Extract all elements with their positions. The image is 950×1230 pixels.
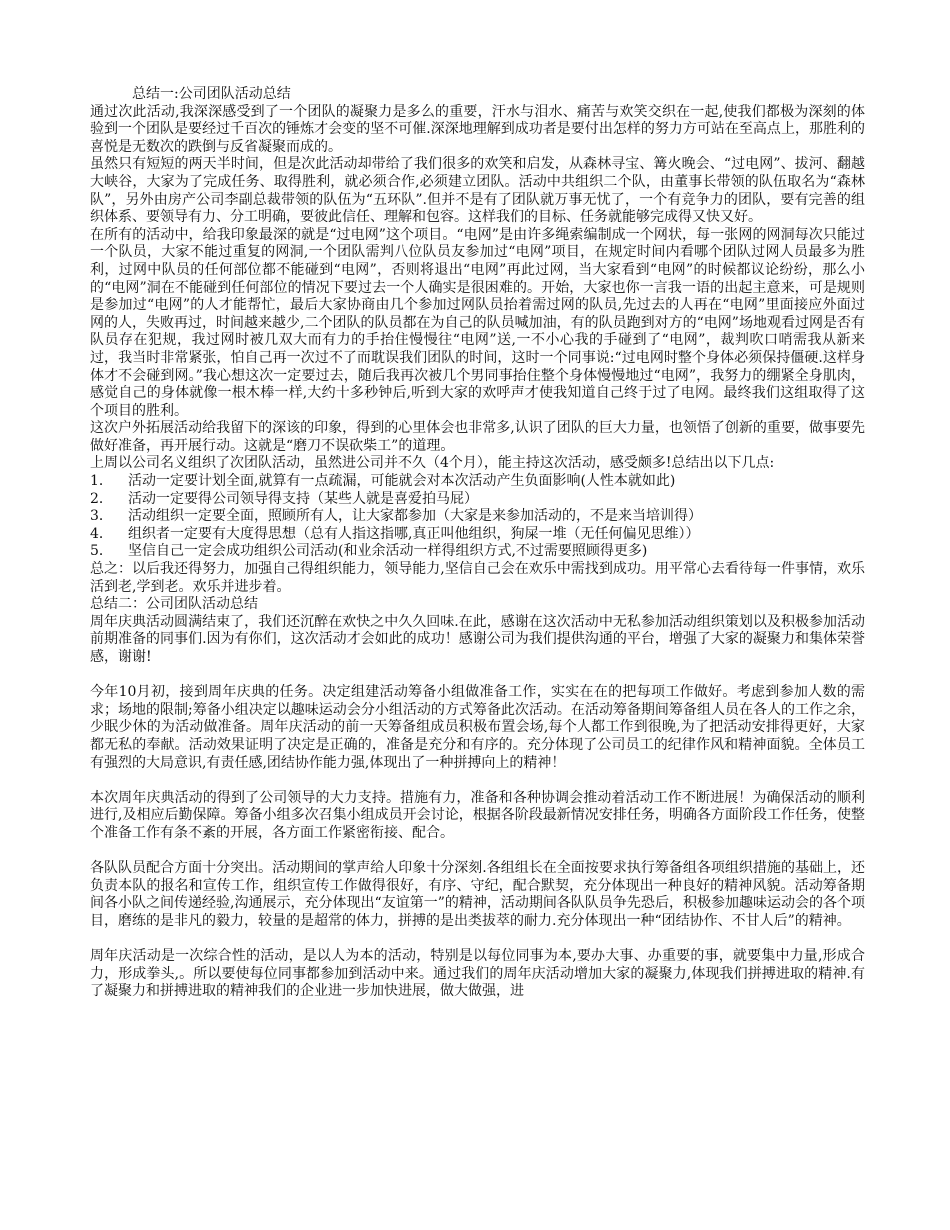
list-item-text: 活动一定要计划全面,就算有一点疏漏，可能就会对本次活动产生负面影响(人性本就如此)	[128, 473, 676, 490]
section1-paragraph: 在所有的活动中，给我印象最深的就是“过电网”这个项目。“电网”是由许多绳索编制成一个网状，每一张网的网洞每次只能过一个队员，大家不能过重复的网洞,一个团队需判八位队员友参加过“电网”项目，在规定时间内看哪个团队过网人员最多为胜利，过网中队员的任何部位都不能碰到“电网”，否则将退出“电网”再此过网，当大家看到“电网”的时候都议论纷纷，那么小的“电网”洞在不能碰到任何部位的情况下要过去一个人确实是很困难的。开始，大家也你一言我一语的出起主意来，可是规则是参加过“电网”的人才能帮忙，最后大家协商由几个参加过网队员抬着需过网的队员,先过去的人再在“电网”里面接应外面过网的人，失败再过，时间越来越少,二个团队的队员都在为自己的队员喊加油，有的队员跑到对方的“电网”场地观看过网是否有队员存在犯规，我过网时被几双大而有力的手抬住慢慢往“电网”送,一不小心我的手碰到了“电网”，裁判吹口哨需我从新来过，我当时非常紧张，怕自己再一次过不了而耽误我们团队的时间，这时一个同事说:“过电网时整个身体必须保持僵硬.这样身体才不会碰到网。”我心想这次一定要过去，随后我再次被几个男同事抬住整个身体慢慢地过“电网”，我努力的绷紧全身肌肉，感觉自己的身体就像一根木棒一样,大约十多秒钟后,听到大家的欢呼声才使我知道自己终于过了电网。最终我们这组取得了这个项目的胜利。	[90, 226, 865, 419]
paragraph-spacer	[90, 843, 865, 861]
list-item	[90, 491, 865, 509]
list-item-number: 5．	[90, 543, 113, 560]
section2-paragraph: 本次周年庆典活动的得到了公司领导的大力支持。措施有力，准备和各种协调会推动着活动工作不断进展！为确保活动的顺利进行,及相应后勤保障。筹备小组多次召集小组成员开会讨论，根据各阶段最新情况安排任务，明确各方面阶段工作任务，使整个准备工作有条不紊的开展，各方面工作紧密衔接、配合。	[90, 789, 865, 841]
section1-conclusion: 总之：以后我还得努力，加强自己得组织能力，领导能力,坚信自己会在欢乐中需找到成功。用平常心去看待每一件事情，欢乐活到老,学到老。欢乐并进步着。	[90, 561, 865, 595]
list-item-text: 组织者一定要有大度得思想（总有人指这指哪,真正叫他组织，狗屎一堆（无任何偏见思维））	[128, 525, 700, 542]
list-item	[90, 508, 865, 526]
list-item	[90, 473, 865, 491]
section2-paragraph: 周年庆典活动圆满结束了，我们还沉醉在欢快之中久久回味.在此，感谢在这次活动中无私参加活动组织策划以及积极参加活动前期准备的同事们.因为有你们，这次活动才会如此的成功！感谢公司为我们提供沟通的平台，增强了大家的凝聚力和集体荣誉感，谢谢!	[90, 613, 865, 665]
list-item-number: 3．	[90, 508, 113, 525]
list-item-text: 坚信自己一定会成功组织公司活动(和业余活动一样得组织方式,不过需要照顾得更多)	[128, 543, 648, 560]
list-item-text: 活动一定要得公司领导得支持（某些人就是喜爱拍马屁）	[128, 490, 478, 507]
section2-paragraph: 各队队员配合方面十分突出。活动期间的掌声给人印象十分深刻.各组组长在全面按要求执行筹备组各项组织措施的基础上，还负责本队的报名和宣传工作，组织宣传工作做得很好，有序、守纪，配合默契，充分体现出一种良好的精神风貌。活动筹备期间各小队之间传递经验,沟通展示，充分体现出“友谊第一”的精神，活动期间各队队员争先恐后，积极参加趣味运动会的各个项目，磨练的是非凡的毅力，较量的是超常的体力，拼搏的是出类拔萃的耐力.充分体现出一种“团结协作、不甘人后”的精神。	[90, 860, 865, 929]
section2-paragraph: 周年庆活动是一次综合性的活动，是以人为本的活动，特别是以每位同事为本,要办大事、办重要的事，就要集中力量,形成合力，形成拳头,。所以要使每位同事都参加到活动中来。通过我们的周年庆活动增加大家的凝聚力,体现我们拼搏进取的精神.有了凝聚力和拼搏进取的精神我们的企业进一步加快进展，做大做强，进	[90, 948, 865, 1000]
list-item-text: 活动组织一定要全面，照顾所有人，让大家都参加（大家是来参加活动的，不是来当培训得）	[128, 508, 702, 525]
paragraph-spacer	[90, 772, 865, 790]
list-item-number: 1．	[90, 473, 113, 490]
list-item-number: 2．	[90, 490, 113, 507]
section2-paragraph: 今年10月初，接到周年庆典的任务。决定组建活动筹备小组做准备工作，实实在在的把每项工作做好。考虑到参加人数的需求；场地的限制;筹备小组决定以趣味运动会分小组活动的方式筹备此次活动。在活动筹备期间筹备组人员在各人的工作之余，少眠少休的为活动做准备。周年庆活动的前一天筹备组成员积极布置会场,每个人都工作到很晚,为了把活动安排得更好，大家都无私的奉献。活动效果证明了决定是正确的，准备是充分和有序的。充分体现了公司员工的纪律作风和精神面貌。全体员工有强烈的大局意识,有责任感,团结协作能力强,体现出了一种拼搏向上的精神！	[90, 684, 865, 771]
section1-paragraph: 通过次此活动,我深深感受到了一个团队的凝聚力是多么的重要，汗水与泪水、痛苦与欢笑交织在一起,使我们都极为深刻的体验到一个团队是要经过千百次的锤炼才会变的坚不可催.深深地理解到成功者是要付出怎样的努力方可站在至高点上，那胜利的喜悦是无数次的跌倒与反省凝聚而成的。	[90, 103, 865, 155]
section1-paragraph: 虽然只有短短的两天半时间，但是次此活动却带给了我们很多的欢笑和启发，从森林寻宝、篝火晚会、“过电网”、拔河、翻越大峡谷，大家为了完成任务、取得胜利，就必须合作,必须建立团队。活动中共组织二个队，由董事长带领的队伍取名为“森林队”，另外由房产公司李副总裁带领的队伍为“五环队”.但并不是有了团队就万事无忧了，一个有竞争力的团队，要有完善的组织体系、要领导有力、分工明确，要彼此信任、理解和包容。这样我们的目标、任务就能够完成得又快又好。	[90, 156, 865, 226]
list-item	[90, 526, 865, 544]
list-item-number: 4．	[90, 525, 113, 542]
document-body	[90, 86, 865, 1001]
section1-paragraph: 上周以公司名义组织了次团队活动，虽然进公司并不久（4个月），能主持这次活动，感受颇多!总结出以下几点:	[90, 455, 775, 472]
list-item	[90, 543, 865, 561]
section1-paragraph: 这次户外拓展活动给我留下的深该的印象，得到的心里体会也非常多,认识了团队的巨大力量，也领悟了创新的重要，做事要先做好准备，再开展行动。这就是“磨刀不误砍柴工”的道理。	[90, 420, 865, 454]
paragraph-spacer	[90, 931, 865, 949]
section2-title: 总结二：公司团队活动总结	[90, 596, 258, 613]
section1-title: 总结一:公司团队活动总结	[132, 86, 291, 102]
paragraph-spacer	[90, 667, 865, 685]
